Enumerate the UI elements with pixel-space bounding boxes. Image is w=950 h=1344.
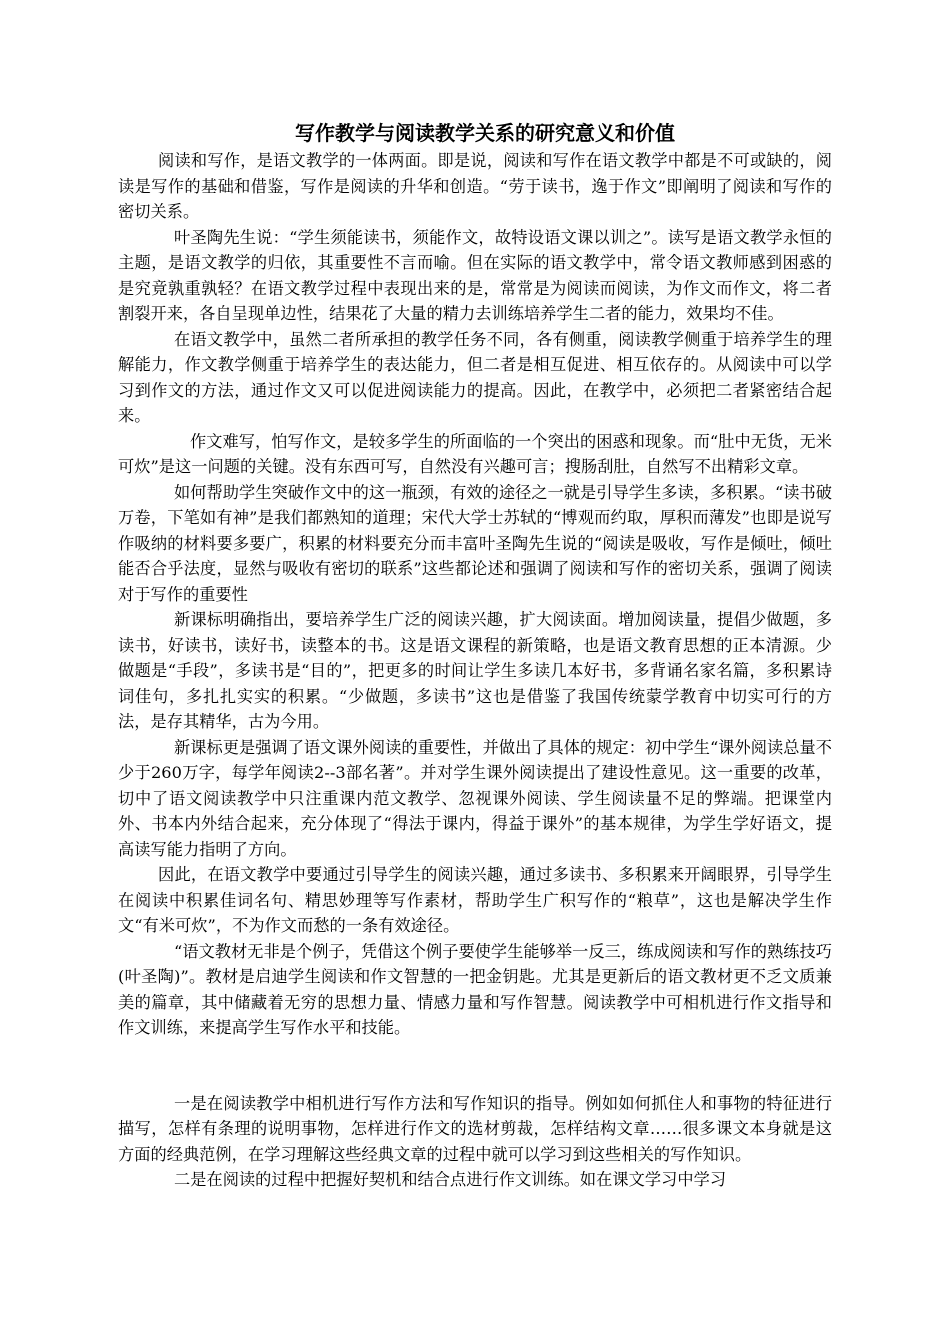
paragraph-4: 作文难写，怕写作文，是较多学生的所面临的一个突出的困惑和现象。而“肚中无货，无米可炊”是这一问题的关键。没有东西可写，自然没有兴趣可言；搜肠刮肚，自然写不出精彩文章。 — [118, 431, 832, 476]
paragraph-5: 如何帮助学生突破作文中的这一瓶颈，有效的途径之一就是引导学生多读，多积累。“读书破万卷，下笔如有神”是我们都熟知的道理；宋代大学士苏轼的“博观而约取，厚积而薄发”也即是说写作吸纳的材料要多要广，积累的材料要充分而丰富叶圣陶先生说的“阅读是吸收，写作是倾吐，倾吐能否合乎法度，显然与吸收有密切的联系”这些都论述和强调了阅读和写作的密切关系，强调了阅读对于写作的重要性 — [118, 482, 832, 604]
paragraph-3: 在语文教学中，虽然二者所承担的教学任务不同，各有侧重，阅读教学侧重于培养学生的理解能力，作文教学侧重于培养学生的表达能力，但二者是相互促进、相互依存的。从阅读中可以学习到作文的方法，通过作文又可以促进阅读能力的提高。因此，在教学中，必须把二者紧密结合起来。 — [118, 329, 832, 425]
paragraph-8: 因此，在语文教学中要通过引导学生的阅读兴趣，通过多读书、多积累来开阔眼界，引导学生在阅读中积累佳词名句、精思妙理等写作素材，帮助学生广积写作的“粮草”，这也是解决学生作文“有米可炊”，不为作文而愁的一条有效途径。 — [118, 865, 832, 935]
paragraph-9: “语文教材无非是个例子，凭借这个例子要使学生能够举一反三，练成阅读和写作的熟练技巧(叶圣陶)”。教材是启迪学生阅读和作文智慧的一把金钥匙。尤其是更新后的语文教材更不乏文质兼美的篇章，其中储藏着无穷的思想力量、情感力量和写作智慧。阅读教学中可相机进行作文指导和作文训练，来提高学生写作水平和技能。 — [118, 941, 832, 1037]
paragraph-10: 一是在阅读教学中相机进行写作方法和写作知识的指导。例如如何抓住人和事物的特征进行描写，怎样有条理的说明事物，怎样进行作文的选材剪裁，怎样结构文章……很多课文本身就是这方面的经典范例，在学习理解这些经典文章的过程中就可以学习到这些相关的写作知识。 — [118, 1093, 832, 1164]
paragraph-11: 二是在阅读的过程中把握好契机和结合点进行作文训练。如在课文学习中学习 — [174, 1170, 727, 1189]
paragraph-spacer — [118, 1041, 832, 1091]
paragraph-6: 新课标明确指出，要培养学生广泛的阅读兴趣，扩大阅读面。增加阅读量，提倡少做题，多读书，好读书，读好书，读整本的书。这是语文课程的新策略，也是语文教育思想的正本清源。少做题是“手段”，多读书是“目的”，把更多的时间让学生多读几本好书，多背诵名家名篇，多积累诗词佳句，多扎扎实实的积累。“少做题，多读书”这也是借鉴了我国传统蒙学教育中切实可行的方法，是存其精华，古为今用。 — [118, 610, 832, 731]
paragraph-1: 阅读和写作，是语文教学的一体两面。即是说，阅读和写作在语文教学中都是不可或缺的，阅读是写作的基础和借鉴，写作是阅读的升华和创造。“劳于读书，逸于作文”即阐明了阅读和写作的密切关系。 — [118, 151, 832, 221]
paragraph-7: 新课标更是强调了语文课外阅读的重要性，并做出了具体的规定：初中学生“课外阅读总量不少于260万字，每学年阅读2--3部名著”。并对学生课外阅读提出了建设性意见。这一重要的改革，切中了语文阅读教学中只注重课内范文教学、忽视课外阅读、学生阅读量不足的弊端。把课堂内外、书本内外结合起来，充分体现了“得法于课内，得益于课外”的基本规律，为学生学好语文，提高读写能力指明了方向。 — [118, 737, 832, 859]
document-title: 写作教学与阅读教学关系的研究意义和价值 — [295, 121, 675, 145]
document-page — [118, 118, 832, 1193]
paragraph-2: 叶圣陶先生说：“学生须能读书，须能作文，故特设语文课以训之”。读写是语文教学永恒的主题，是语文教学的归依，其重要性不言而喻。但在实际的语文教学中，常令语文教师感到困惑的是究竟孰重孰轻？在语文教学过程中表现出来的是，常常是为阅读而阅读，为作文而作文，将二者割裂开来，各自呈现单边性，结果花了大量的精力去训练培养学生二者的能力，效果均不佳。 — [118, 227, 832, 323]
